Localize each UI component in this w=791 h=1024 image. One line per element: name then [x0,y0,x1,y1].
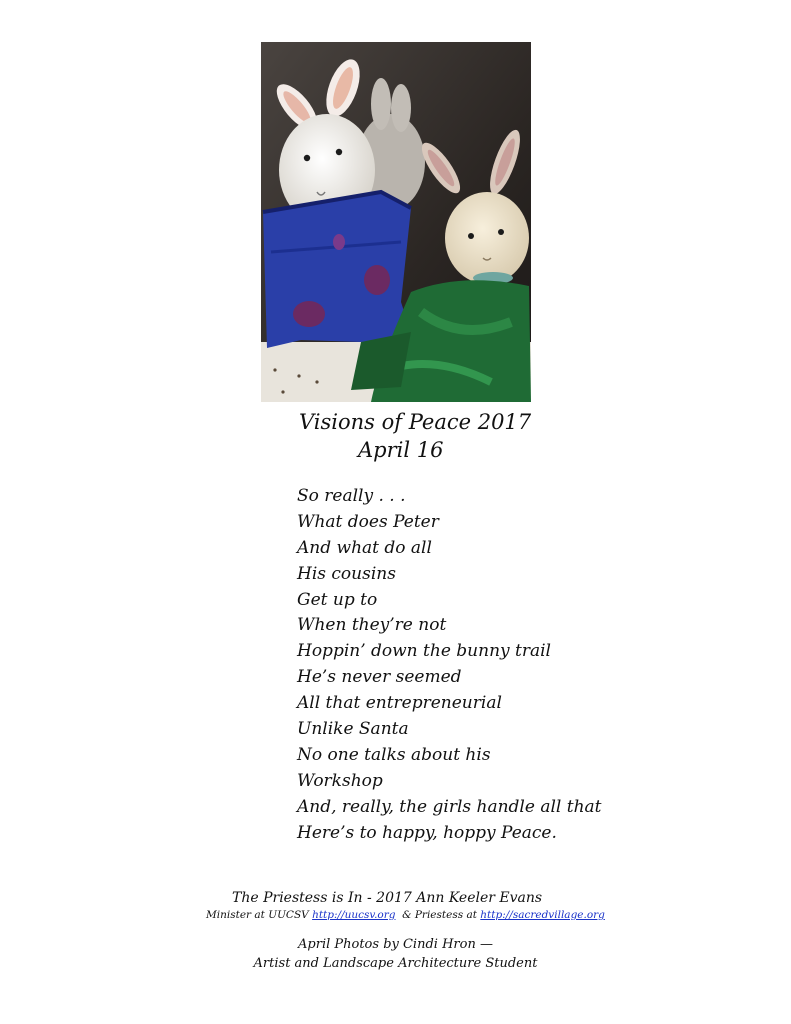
priestess-text: & Priestess at [395,909,481,921]
poem [297,484,602,846]
poem-line: Here’s to happy, hoppy Peace. [297,822,557,843]
poem-line: All that entrepreneurial [297,693,502,714]
poem-line: His cousins [297,563,396,584]
bunnies-photo [261,42,531,402]
page-date: April 16 [358,438,444,462]
poem-line: When they’re not [297,615,447,636]
poem-line: He’s never seemed [297,667,462,688]
uucsv-link[interactable]: http://uucsv.org [312,909,396,921]
poem-line: And, really, the girls handle all that [297,796,602,817]
poem-line: And what do all [297,537,432,558]
sacredvillage-link[interactable]: http://sacredvillage.org [480,909,605,921]
affiliation-line [206,909,605,921]
minister-text: Minister at UUCSV [206,909,313,921]
poem-line: What does Peter [297,511,439,532]
page-title: Visions of Peace 2017 [299,410,532,434]
author-credit: The Priestess is In - 2017 Ann Keeler Evans [232,890,543,906]
poem-line: Unlike Santa [297,719,409,740]
photo-credit: April Photos by Cindi Hron — [298,937,493,952]
poem-line: Hoppin’ down the bunny trail [297,641,551,662]
poem-line: No one talks about his [297,744,491,765]
photographer-title: Artist and Landscape Architecture Student [253,956,538,971]
bunnies-illustration [261,42,531,402]
poem-line: Get up to [297,589,378,610]
poem-line: Workshop [297,770,383,791]
poem-line: So really . . . [297,486,406,506]
